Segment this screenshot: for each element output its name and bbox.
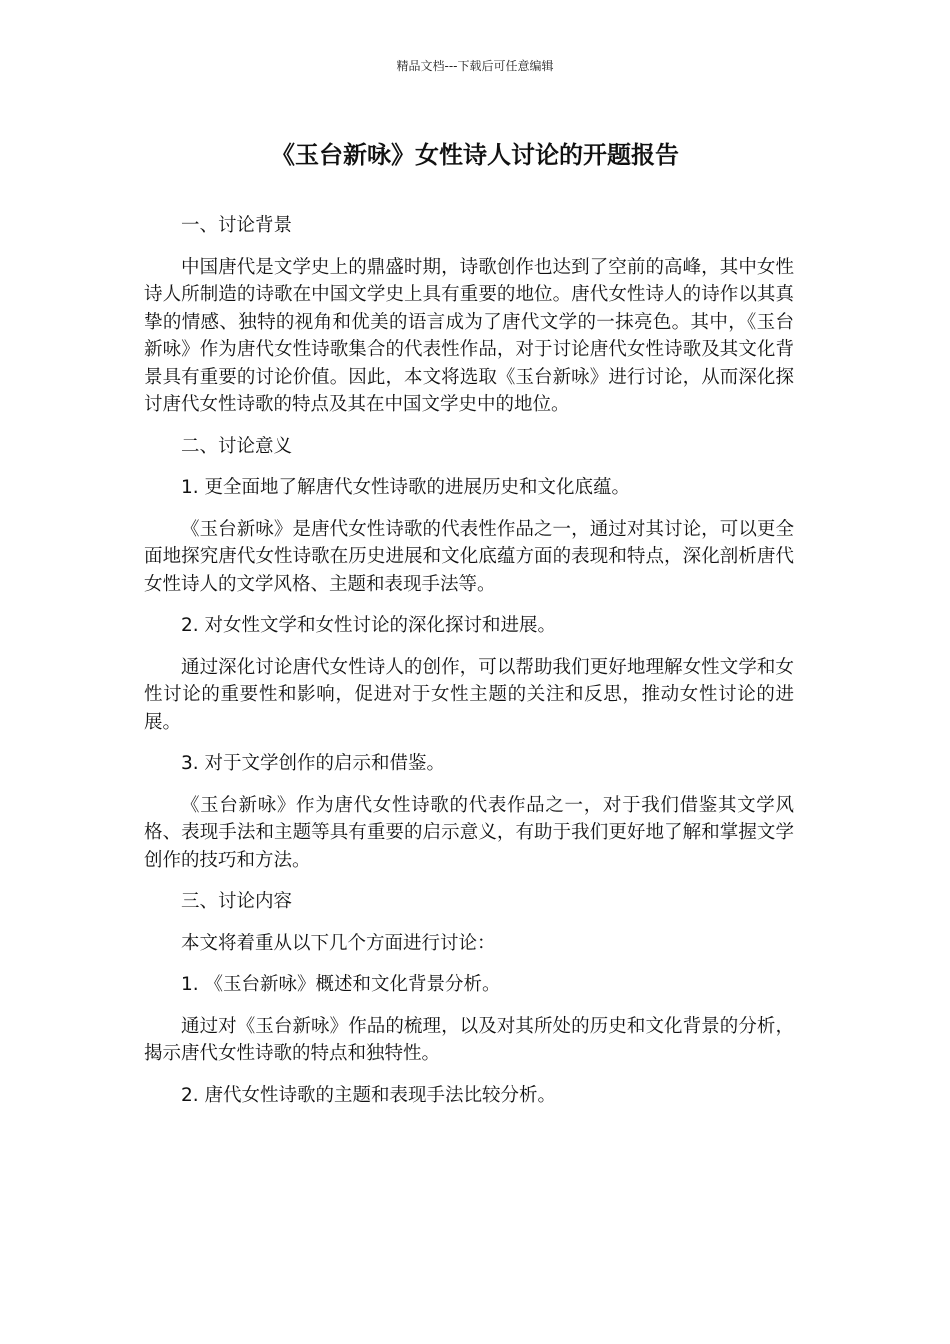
document-body bbox=[144, 212, 794, 1123]
list-item-significance-3: 3. 对于文学创作的启示和借鉴。 bbox=[181, 753, 446, 774]
list-item-content-1: 1. 《玉台新咏》概述和文化背景分析。 bbox=[181, 974, 501, 995]
section-heading-content: 三、讨论内容 bbox=[181, 891, 293, 912]
paragraph-significance-3: 《玉台新咏》作为唐代女性诗歌的代表作品之一，对于我们借鉴其文学风格、表现手法和主题等具有重要的启示意义，有助于我们更好地了解和掌握文学创作的技巧和方法。 bbox=[144, 794, 794, 871]
list-item-significance-1: 1. 更全面地了解唐代女性诗歌的进展历史和文化底蕴。 bbox=[181, 477, 631, 498]
section-heading-background: 一、讨论背景 bbox=[181, 215, 293, 236]
paragraph-significance-1: 《玉台新咏》是唐代女性诗歌的代表性作品之一，通过对其讨论，可以更全面地探究唐代女性诗歌在历史进展和文化底蕴方面的表现和特点，深化剖析唐代女性诗人的文学风格、主题和表现手法等。 bbox=[144, 518, 794, 595]
list-item-significance-2: 2. 对女性文学和女性讨论的深化探讨和进展。 bbox=[181, 615, 557, 636]
paragraph-content-1: 通过对《玉台新咏》作品的梳理，以及对其所处的历史和文化背景的分析，揭示唐代女性诗歌的特点和独特性。 bbox=[144, 1015, 794, 1064]
paragraph-significance-2: 通过深化讨论唐代女性诗人的创作，可以帮助我们更好地理解女性文学和女性讨论的重要性和影响，促进对于女性主题的关注和反思，推动女性讨论的进展。 bbox=[144, 656, 794, 733]
document-title: 《玉台新咏》女性诗人讨论的开题报告 bbox=[271, 141, 679, 169]
section-heading-significance: 二、讨论意义 bbox=[181, 435, 293, 457]
header-note: 精品文档---下载后可任意编辑 bbox=[396, 59, 554, 73]
paragraph-content-intro: 本文将着重从以下几个方面进行讨论： bbox=[181, 932, 496, 954]
list-item-content-2: 2. 唐代女性诗歌的主题和表现手法比较分析。 bbox=[181, 1084, 557, 1106]
paragraph-background: 中国唐代是文学史上的鼎盛时期，诗歌创作也达到了空前的高峰，其中女性诗人所制造的诗歌在中国文学史上具有重要的地位。唐代女性诗人的诗作以其真挚的情感、独特的视角和优美的语言成为了唐代文学的一抹亮色。其中，《玉台新咏》作为唐代女性诗歌集合的代表性作品，对于讨论唐代女性诗歌及其文化背景具有重要的讨论价值。因此，本文将选取《玉台新咏》进行讨论，从而深化探讨唐代女性诗歌的特点及其在中国文学史中的地位。 bbox=[144, 256, 794, 415]
